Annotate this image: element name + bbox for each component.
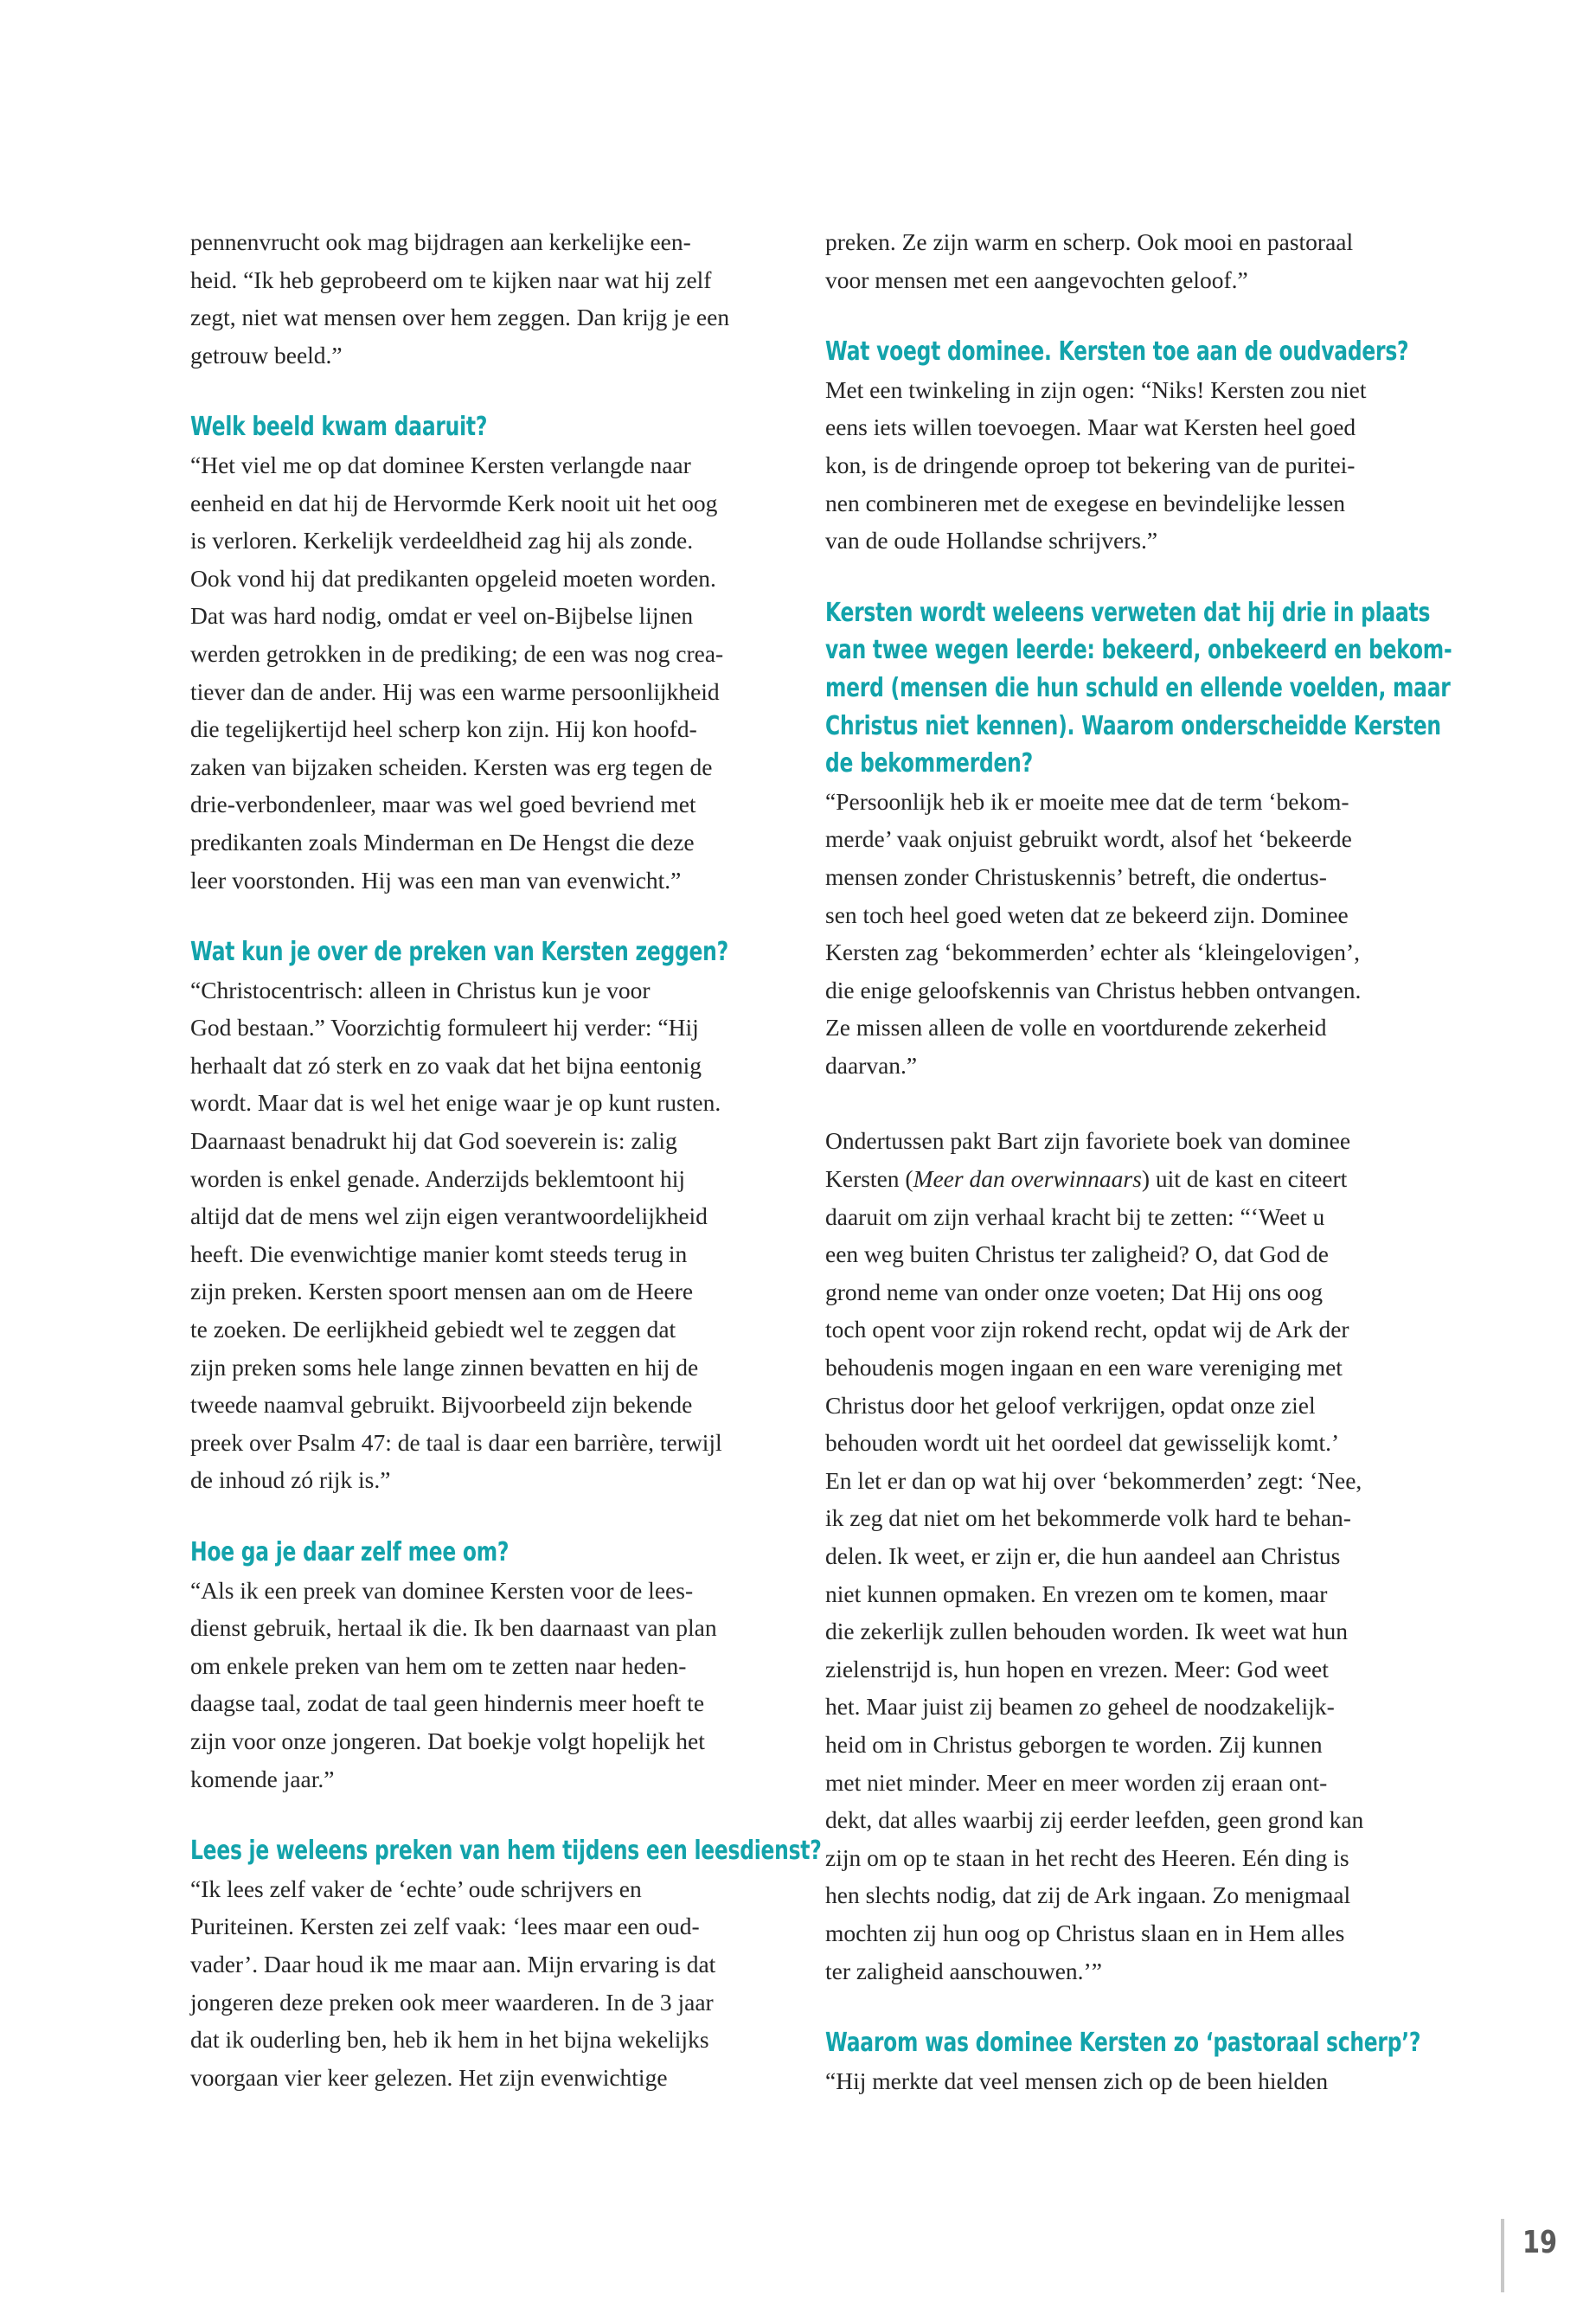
- text-line: Lees je weleens preken van hem tijdens een leesdienst?: [190, 1836, 822, 1867]
- text-line: dienst gebruik, hertaal ik die. Ik ben daarnaast van plan: [190, 1614, 717, 1642]
- text-line: die tegelijkertijd heel scherp kon zijn. Hij kon hoofd-: [190, 715, 697, 743]
- left-paragraph-2: [190, 446, 792, 899]
- text-line: Puriteinen. Kersten zei zelf vaak: ‘lees maar een oud-: [190, 1913, 700, 1940]
- page-number-rule: [1501, 2219, 1504, 2292]
- text-line: preken. Ze zijn warm en scherp. Ook mooi en pastoraal: [825, 228, 1354, 255]
- text-line: kon, is de dringende oproep tot bekering van de puritei-: [825, 451, 1356, 478]
- right-heading-3: [825, 2024, 1421, 2062]
- text-line: zijn om op te staan in het recht des Heeren. Eén ding is: [825, 1843, 1349, 1871]
- text-line: te zoeken. De eerlijkheid gebiedt wel te zeggen dat: [190, 1316, 676, 1343]
- text-line: mensen zonder Christuskennis’ betreft, die ondertus-: [825, 862, 1327, 890]
- text-line: Kersten wordt weleens verweten dat hij drie in plaats: [825, 597, 1431, 628]
- left-paragraph-5: [190, 1870, 792, 2097]
- text-line: Welk beeld kwam daaruit?: [190, 412, 488, 443]
- text-line: voorgaan vier keer gelezen. Het zijn evenwichtige: [190, 2063, 668, 2091]
- text-line: het. Maar juist zij beamen zo geheel de noodzakelijk-: [825, 1693, 1335, 1721]
- text-line: zijn preken. Kersten spoort mensen aan om de Heere: [190, 1278, 694, 1305]
- right-column: [825, 223, 1452, 2099]
- text-line: jongeren deze preken ook meer waarderen. In de 3 jaar: [190, 1988, 714, 2016]
- text-line: voor mensen met een aangevochten geloof.”: [825, 266, 1248, 293]
- text-line: “Persoonlijk heb ik er moeite mee dat de term ‘bekom-: [825, 787, 1349, 815]
- left-heading-2: [190, 933, 728, 971]
- text-line: hen slechts nodig, dat zij de Ark ingaan. Zo menigmaal: [825, 1881, 1351, 1909]
- text-line: om enkele preken van hem om te zetten naar heden-: [190, 1651, 687, 1679]
- text-line: van de oude Hollandse schrijvers.”: [825, 527, 1158, 554]
- right-paragraph-1: [825, 223, 1431, 298]
- text-line: Wat kun je over de preken van Kersten zeggen?: [190, 937, 728, 968]
- text-line: zijn voor onze jongeren. Dat boekje volgt hopelijk het: [190, 1727, 705, 1754]
- left-paragraph-1: [190, 223, 792, 374]
- text-line: zegt, niet wat mensen over hem zeggen. Dan krijg je een: [190, 304, 730, 331]
- text-line: grond neme van onder onze voeten; Dat Hij ons oog: [825, 1278, 1324, 1305]
- text-line: predikanten zoals Minderman en De Hengst die deze: [190, 828, 695, 856]
- text-line: merde’ vaak onjuist gebruikt wordt, alsof het ‘bekeerde: [825, 825, 1352, 853]
- right-paragraph-3: [825, 783, 1431, 1085]
- text-line: preek over Psalm 47: de taal is daar een barrière, terwijl: [190, 1428, 722, 1456]
- text-line: van twee wegen leerde: bekeerd, onbekeerd en bekom-: [825, 635, 1452, 666]
- text-line: dat ik ouderling ben, heb ik hem in het bijna wekelijks: [190, 2026, 709, 2054]
- text-line: Wat voegt dominee. Kersten toe aan de oudvaders?: [825, 336, 1409, 368]
- text-line: pennenvrucht ook mag bijdragen aan kerkelijke een-: [190, 228, 691, 255]
- text-line: heid. “Ik heb geprobeerd om te kijken naar wat hij zelf: [190, 266, 712, 293]
- text-line: komende jaar.”: [190, 1765, 335, 1792]
- text-line: de inhoud zó rijk is.”: [190, 1466, 391, 1494]
- text-line: heeft. Die evenwichtige manier komt steeds terug in: [190, 1240, 688, 1267]
- right-heading-1: [825, 333, 1409, 371]
- text-line: altijd dat de mens wel zijn eigen verantwoordelijkheid: [190, 1202, 708, 1230]
- text-line: dekt, dat alles waarbij zij eerder leefden, geen grond kan: [825, 1806, 1364, 1834]
- text-line: sen toch heel goed weten dat ze bekeerd zijn. Dominee: [825, 901, 1349, 928]
- text-line: die zekerlijk zullen behouden worden. Ik weet wat hun: [825, 1618, 1349, 1645]
- text-line: met niet minder. Meer en meer worden zij eraan ont-: [825, 1768, 1328, 1796]
- text-line: Christus door het geloof verkrijgen, opdat onze ziel: [825, 1391, 1316, 1419]
- text-line: Waarom was dominee Kersten zo ‘pastoraal scherp’?: [825, 2028, 1421, 2059]
- right-paragraph-4: [825, 1122, 1431, 1990]
- right-paragraph-2: [825, 371, 1431, 560]
- text-line: werden getrokken in de prediking; de een was nog crea-: [190, 639, 724, 667]
- right-paragraph-5: [825, 2062, 1431, 2100]
- text-line: “Hij merkte dat veel mensen zich op de been hielden: [825, 2067, 1329, 2094]
- text-line: die enige geloofskennis van Christus hebben ontvangen.: [825, 976, 1362, 1003]
- text-line: niet kunnen opmaken. En vrezen om te komen, maar: [825, 1580, 1328, 1607]
- text-line: nen combineren met de exegese en bevindelijke lessen: [825, 489, 1345, 516]
- text-line: de bekommerden?: [825, 748, 1033, 779]
- text-line: behoudenis mogen ingaan en een ware vereniging met: [825, 1354, 1343, 1381]
- text-line: herhaalt dat zó sterk en zo vaak dat het bijna eentonig: [190, 1051, 702, 1079]
- text-line: delen. Ik weet, er zijn er, die hun aandeel aan Christus: [825, 1542, 1341, 1569]
- left-paragraph-4: [190, 1572, 792, 1798]
- text-line: God bestaan.” Voorzichtig formuleert hij verder: “Hij: [190, 1014, 699, 1042]
- text-line: Ze missen alleen de volle en voortdurende zekerheid: [825, 1014, 1327, 1042]
- text-line: worden is enkel genade. Anderzijds beklemtoont hij: [190, 1164, 686, 1192]
- text-line: “Als ik een preek van dominee Kersten voor de lees-: [190, 1576, 694, 1604]
- page-number: 19: [1522, 2225, 1558, 2260]
- text-line: En let er dan op wat hij over ‘bekommerden’ zegt: ‘Nee,: [825, 1466, 1362, 1494]
- text-line: “Christocentrisch: alleen in Christus kun je voor: [190, 976, 651, 1003]
- text-line: Ook vond hij dat predikanten opgeleid moeten worden.: [190, 564, 716, 592]
- text-line: “Ik lees zelf vaker de ‘echte’ oude schrijvers en: [190, 1875, 642, 1902]
- text-line: daagse taal, zodat de taal geen hindernis meer hoeft te: [190, 1689, 705, 1717]
- text-line: is verloren. Kerkelijk verdeeldheid zag hij als zonde.: [190, 527, 694, 554]
- text-line: Met een twinkeling in zijn ogen: “Niks! Kersten zou niet: [825, 375, 1367, 403]
- text-line: leer voorstonden. Hij was een man van evenwicht.”: [190, 866, 682, 894]
- text-line: vader’. Daar houd ik me maar aan. Mijn ervaring is dat: [190, 1950, 716, 1977]
- right-paragraph-4-book-line: [825, 1160, 1431, 1198]
- text-line: Kersten zag ‘bekommerden’ echter als ‘kleingelovigen’,: [825, 939, 1360, 966]
- text-line: wordt. Maar dat is wel het enige waar je op kunt rusten.: [190, 1089, 721, 1117]
- text-line: toch opent voor zijn rokend recht, opdat wij de Ark der: [825, 1316, 1349, 1343]
- text-line: eenheid en dat hij de Hervormde Kerk nooit uit het oog: [190, 489, 718, 516]
- text-line: Daarnaast benadrukt hij dat God soeverein is: zalig: [190, 1127, 677, 1155]
- text-line: mochten zij hun oog op Christus slaan en in Hem alles: [825, 1919, 1345, 1946]
- right-paragraph-4-body: [825, 1198, 1431, 1990]
- book-line-pre: Kersten (: [825, 1165, 913, 1193]
- text-line: ter zaligheid aanschouwen.’”: [825, 1957, 1102, 1984]
- text-line: merd (mensen die hun schuld en ellende voelden, maar: [825, 672, 1451, 703]
- text-line: daaruit om zijn verhaal kracht bij te zetten: “‘Weet u: [825, 1202, 1325, 1230]
- text-line: Christus niet kennen). Waarom onderscheidde Kersten: [825, 710, 1441, 741]
- text-line: getrouw beeld.”: [190, 341, 343, 369]
- text-line: behouden wordt uit het oordeel dat gewisselijk komt.’: [825, 1429, 1340, 1457]
- text-line: ik zeg dat niet om het bekommerde volk hard te behan-: [825, 1504, 1351, 1532]
- right-heading-2: [825, 594, 1452, 783]
- text-line: eens iets willen toevoegen. Maar wat Kersten heel goed: [825, 413, 1356, 441]
- book-title: Meer dan overwinnaars: [913, 1165, 1142, 1193]
- text-line: tiever dan de ander. Hij was een warme persoonlijkheid: [190, 677, 720, 705]
- text-line: zijn preken soms hele lange zinnen bevatten en hij de: [190, 1353, 699, 1381]
- text-line: daarvan.”: [825, 1051, 918, 1079]
- left-heading-4: [190, 1832, 822, 1870]
- left-heading-1: [190, 408, 659, 446]
- text-line: Hoe ga je daar zelf mee om?: [190, 1537, 510, 1567]
- text-line: Dat was hard nodig, omdat er veel on-Bijbelse lijnen: [190, 602, 694, 630]
- left-column: [190, 223, 822, 2096]
- text-line: heid om in Christus geborgen te worden. Zij kunnen: [825, 1730, 1323, 1758]
- right-paragraph-4-lead: Ondertussen pakt Bart zijn favoriete boek van dominee: [825, 1127, 1351, 1155]
- text-line: zielenstrijd is, hun hopen en vrezen. Meer: God weet: [825, 1655, 1329, 1682]
- book-line-post: ) uit de kast en citeert: [1141, 1165, 1348, 1193]
- text-line: een weg buiten Christus ter zaligheid? O, dat God de: [825, 1240, 1329, 1268]
- text-line: “Het viel me op dat dominee Kersten verlangde naar: [190, 451, 691, 478]
- text-line: zaken van bijzaken scheiden. Kersten was erg tegen de: [190, 753, 713, 780]
- text-line: drie-verbondenleer, maar was wel goed bevriend met: [190, 791, 696, 818]
- left-paragraph-3: [190, 971, 792, 1499]
- text-line: tweede naamval gebruikt. Bijvoorbeeld zijn bekende: [190, 1391, 693, 1419]
- left-heading-3: [190, 1534, 659, 1572]
